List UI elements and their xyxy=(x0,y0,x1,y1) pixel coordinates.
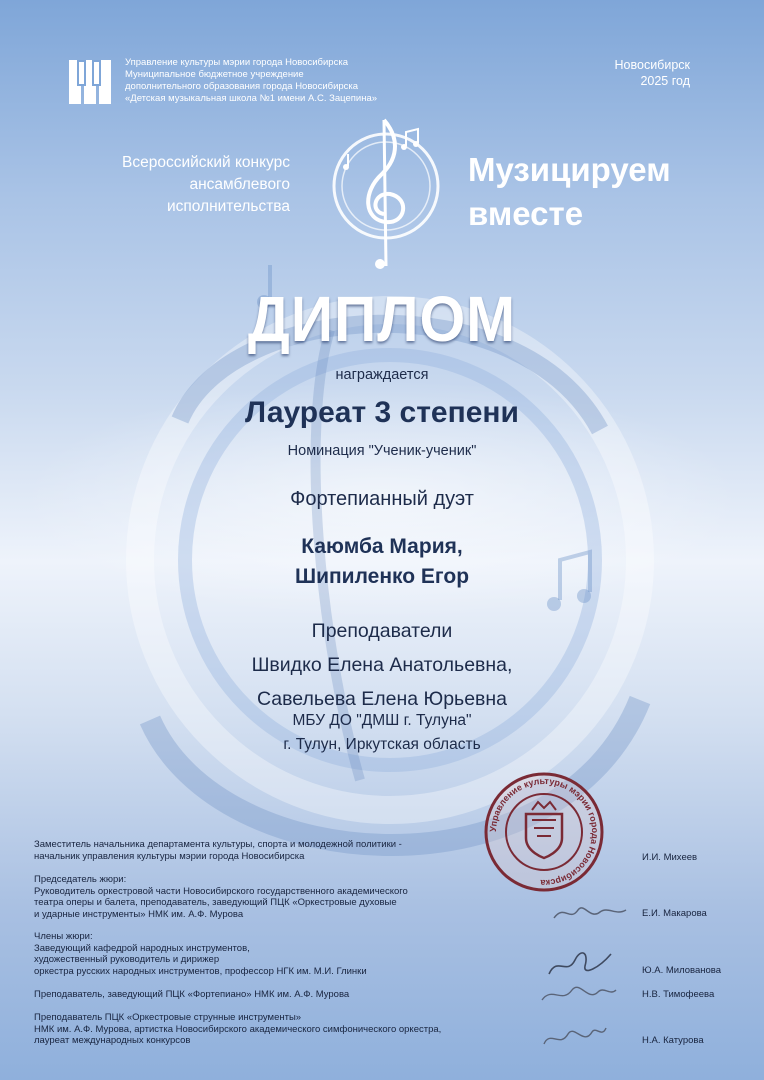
signatory-role: художественный руководитель и дирижер xyxy=(34,954,220,965)
contest-line: исполнительства xyxy=(166,198,290,215)
signatory-role: Заведующий кафедрой народных инструментов, xyxy=(34,942,250,954)
contest-name-line2: вместе xyxy=(468,195,584,232)
signatory-role: Заместитель начальника департамента культуры, спорта и молодежной политики - xyxy=(34,839,402,850)
contest-name xyxy=(468,148,671,236)
awarded-label: награждается xyxy=(335,367,429,383)
treble-clef-emblem-icon xyxy=(326,116,446,276)
handwritten-signature-icon xyxy=(540,1018,610,1052)
year: 2025 год xyxy=(640,74,690,88)
signatory-role: оркестра русских народных инструментов, профессор НГК им. М.И. Глинки xyxy=(34,965,367,977)
signature-block-3 xyxy=(34,931,367,977)
diploma-title: ДИПЛОМ xyxy=(247,283,517,355)
org-line: Муниципальное бюджетное учреждение xyxy=(125,69,304,80)
handwritten-signature-icon xyxy=(545,946,615,980)
signature-block-5 xyxy=(34,1012,441,1047)
signatory-role: Руководитель оркестровой части Новосибирского государственного академического xyxy=(34,885,408,897)
signatory-role: Председатель жюри: xyxy=(34,874,127,885)
handwritten-signature-icon xyxy=(538,978,618,1008)
contest-line: Всероссийский конкурс xyxy=(122,154,290,171)
signatory-name: Н.В. Тимофеева xyxy=(642,989,715,1000)
signatory-role: и ударные инструменты» НМК им. А.Ф. Мурова xyxy=(34,908,244,920)
contest-line: ансамблевого xyxy=(189,176,290,193)
signatory-name: Е.И. Макарова xyxy=(642,908,707,919)
participant-name: Шипиленко Егор xyxy=(294,565,470,588)
teacher-name: Савельева Елена Юрьевна xyxy=(256,688,508,710)
signature-block-2 xyxy=(34,874,408,920)
participant-name: Каюмба Мария, xyxy=(301,535,463,558)
handwritten-signature-icon xyxy=(550,900,630,926)
org-line: дополнительного образования города Новосибирска xyxy=(125,81,359,92)
teacher-name: Швидко Елена Анатольевна, xyxy=(251,654,513,676)
signatory-role: Преподаватель ПЦК «Оркестровые струнные инструменты» xyxy=(34,1012,302,1023)
signatory-role: НМК им. А.Ф. Мурова, артистка Новосибирского академического симфонического оркестра, xyxy=(34,1023,442,1035)
participant-school: МБУ ДО "ДМШ г. Тулуна" xyxy=(292,712,472,729)
seal-text: Управление культуры мэрии города Новосибирска xyxy=(487,775,601,889)
contest-name-line1: Музицируем xyxy=(468,151,671,188)
signature-block-1 xyxy=(34,839,402,862)
signatory-role: лауреат международных конкурсов xyxy=(34,1035,191,1046)
signatory-name: Ю.А. Милованова xyxy=(642,965,721,976)
category: Фортепианный дуэт xyxy=(290,488,474,510)
city-year xyxy=(615,57,690,89)
signature-block-4 xyxy=(34,989,349,1001)
organization-header xyxy=(125,57,377,105)
school-logo-icon xyxy=(69,56,115,106)
laureate-title: Лауреат 3 степени xyxy=(245,396,519,429)
signatory-role: Преподаватель, заведующий ПЦК «Фортепиано» НМК им. А.Ф. Мурова xyxy=(34,989,350,1000)
signatory-role: театра оперы и балета, преподаватель, заведующий ПЦК «Оркестровые духовые xyxy=(34,897,397,908)
city: Новосибирск xyxy=(614,58,690,72)
teachers-label: Преподаватели xyxy=(311,620,453,642)
org-line: Управление культуры мэрии города Новосибирска xyxy=(125,57,348,68)
participants xyxy=(0,532,764,592)
signatory-role: начальник управления культуры мэрии города Новосибирска xyxy=(34,850,305,862)
signatory-role: Члены жюри: xyxy=(34,931,93,942)
official-seal-icon xyxy=(482,770,606,894)
signatory-name: И.И. Михеев xyxy=(642,852,698,863)
org-line: «Детская музыкальная школа №1 имени А.С. Зацепина» xyxy=(125,93,378,104)
signatory-name: Н.А. Катурова xyxy=(642,1035,704,1046)
nomination: Номинация "Ученик-ученик" xyxy=(287,443,477,459)
contest-description xyxy=(70,152,290,218)
participant-town: г. Тулун, Иркутская область xyxy=(283,736,481,753)
